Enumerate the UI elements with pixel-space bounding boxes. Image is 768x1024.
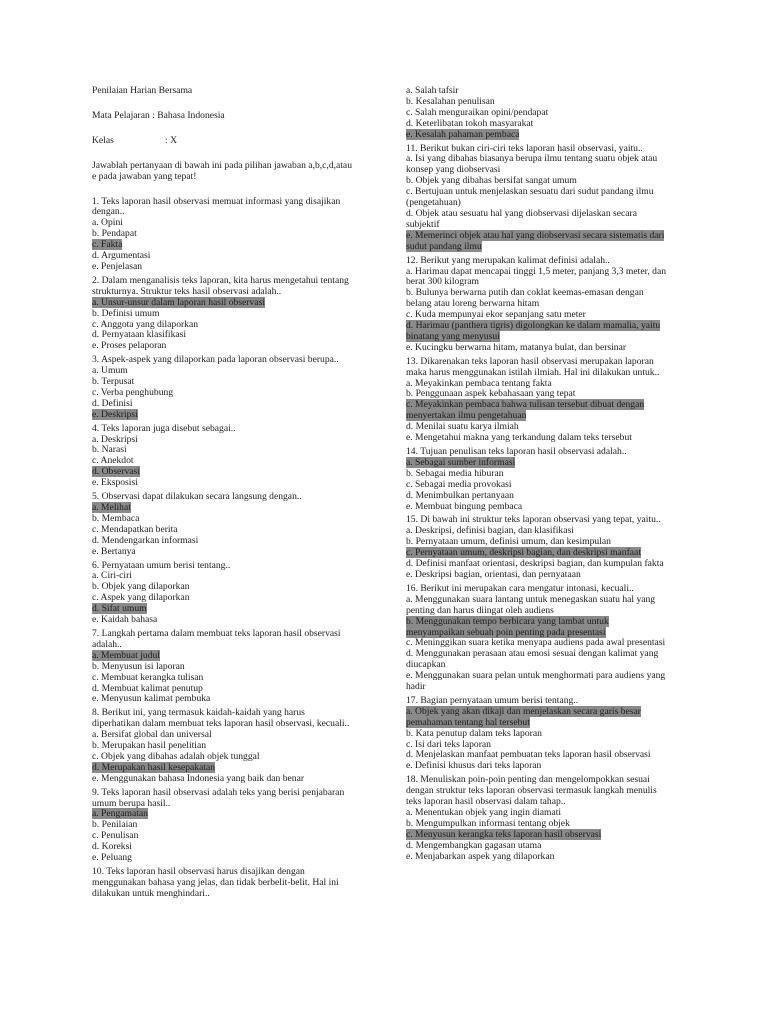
question-item: [92, 561, 354, 626]
answer-option[interactable]: [92, 435, 354, 446]
answer-option[interactable]: [406, 400, 668, 422]
question-stem: 17. Bagian pernyataan umum berisi tentang..: [406, 694, 579, 706]
option-text: c. Aspek yang dilaporkan: [92, 592, 190, 604]
option-text: a. Harimau dapat mencapai tinggi 1,5 meter, panjang 3,3 meter, dan berat 300 kilogram: [406, 265, 667, 288]
option-text: c. Objek yang dibahas adalah objek tunggal: [92, 750, 260, 762]
question-item: [406, 86, 668, 141]
option-text: e. Eksposisi: [92, 477, 138, 489]
option-text: d. Menilai suatu karya ilmiah: [406, 421, 519, 433]
answer-option[interactable]: [406, 130, 668, 141]
answer-option[interactable]: [92, 853, 354, 864]
question-item: [92, 708, 354, 784]
exam-title: Penilaian Harian Bersama: [92, 85, 193, 96]
option-text: a. Ciri-ciri: [92, 570, 132, 582]
answer-option[interactable]: [406, 649, 668, 671]
option-text: d. Mendengarkan informasi: [92, 534, 199, 546]
question-item: [92, 788, 354, 864]
option-text: a. Meyakinkan pembaca tentang fakta: [406, 377, 552, 389]
answer-option[interactable]: [406, 267, 668, 289]
highlighted-answer: a. Membuat judul: [92, 649, 160, 661]
question-stem: 6. Pernyataan umum berisi tentang..: [92, 559, 231, 571]
answer-option[interactable]: [92, 694, 354, 705]
option-text: a. Deskripsi, definisi bagian, dan klasifikasi: [406, 525, 574, 537]
question-item: [406, 447, 668, 512]
question-item: [92, 867, 354, 900]
question-stem: 11. Berikut bukan ciri-ciri teks laporan hasil observasi, yaitu..: [406, 142, 643, 154]
option-text: b. Pendapat: [92, 228, 137, 240]
highlighted-answer: d. Harimau (panthera tigris) digolongkan ke dalam mamalia, yaitu binatang yang menyusui: [406, 320, 661, 342]
option-text: a. Umum: [92, 365, 128, 377]
option-text: c. Salah menguraikan opini/pendapat: [406, 106, 549, 118]
option-text: b. Membaca: [92, 512, 140, 524]
highlighted-answer: a. Objek yang akan dikaji dan menjelaskan secara garis besar pemahaman tentang hal tersebut: [406, 705, 641, 728]
answer-option[interactable]: [406, 231, 668, 253]
option-text: d. Objek atau sesuatu hal yang diobservasi dijelaskan secara subjektif: [406, 207, 637, 230]
answer-option[interactable]: [406, 187, 668, 209]
answer-option[interactable]: [406, 119, 668, 130]
option-text: a. Menggunakan suara lantang untuk menegaskan suatu hal yang penting dan harus diingat oleh audiens: [406, 593, 656, 616]
answer-option[interactable]: [92, 341, 354, 352]
option-text: b. Sebagai media hiburan: [406, 467, 504, 479]
question-stem: 1. Teks laporan hasil observasi memuat informasi yang disajikan dengan..: [92, 195, 341, 218]
subject-line: Mata Pelajaran : Bahasa Indonesia: [92, 109, 225, 121]
answer-option[interactable]: [92, 229, 354, 240]
highlighted-answer: c. Menyusun kerangka teks laporan hasil observasi: [406, 828, 602, 840]
option-text: b. Penggunaan aspek kebahasaan yang tepat: [406, 388, 576, 400]
highlighted-answer: d. Sifat umum: [92, 603, 147, 615]
question-stem: 2. Dalam menganalisis teks laporan, kita harus mengetahui tentang strukturnya. Struktur teks hasil observasi adalah..: [92, 274, 349, 297]
option-text: b. Pernyataan umum, definisi umum, dan kesimpulan: [406, 536, 611, 548]
highlighted-answer: e. Deskripsi: [92, 408, 138, 420]
question-item: [406, 584, 668, 693]
question-item: [406, 144, 668, 253]
option-text: a. Opini: [92, 217, 123, 229]
option-text: c. Sebagai media provokasi: [406, 478, 512, 490]
answer-option[interactable]: [92, 262, 354, 273]
answer-option[interactable]: [92, 774, 354, 785]
highlighted-answer: c. Fakta: [92, 239, 123, 251]
option-text: e. Proses pelaporan: [92, 340, 167, 352]
option-text: b. Menyusun isi laporan: [92, 660, 185, 672]
option-text: d. Membuat kalimat penutup: [92, 682, 203, 694]
option-text: a. Salah tafsir: [406, 85, 459, 96]
option-text: d. Pernyataan klasifikasi: [92, 329, 187, 341]
right-column: [406, 86, 668, 866]
answer-option[interactable]: [92, 410, 354, 421]
answer-option[interactable]: [406, 288, 668, 310]
option-text: a. Isi yang dibahas biasanya berupa ilmu tentang suatu objek atau konsep yang diobservasi: [406, 153, 658, 176]
question-item: [406, 775, 668, 862]
question-item: [92, 276, 354, 352]
answer-option[interactable]: [92, 547, 354, 558]
question-item: [406, 256, 668, 354]
class-line: [92, 136, 354, 147]
option-text: e. Menggunakan bahasa Indonesia yang baik dan benar: [92, 772, 305, 784]
option-text: e. Menjabarkan aspek yang dilaporkan: [406, 850, 555, 862]
question-stem: 9. Teks laporan hasil observasi adalah teks yang berisi penjabaran umum berupa hasil..: [92, 786, 345, 809]
question-item: [92, 492, 354, 557]
answer-option[interactable]: [406, 321, 668, 343]
class-value: : X: [165, 134, 177, 146]
option-text: b. Kesalahan penulisan: [406, 95, 495, 107]
option-text: a. Menentukan objek yang ingin diamati: [406, 807, 562, 818]
highlighted-answer: e. Kesalah pahaman pembaca: [406, 128, 520, 140]
option-text: e. Penjelasan: [92, 260, 143, 272]
option-text: e. Peluang: [92, 852, 132, 864]
answer-option[interactable]: [406, 761, 668, 772]
answer-option[interactable]: [92, 478, 354, 489]
question-item: [92, 355, 354, 420]
answer-option[interactable]: [406, 502, 668, 513]
option-text: b. Terpusat: [92, 376, 135, 388]
question-stem: 8. Berikut ini, yang termasuk kaidah-kaidah yang harus diperhatikan dalam membuat teks laporan hasil observasi, kecuali..: [92, 707, 350, 730]
option-text: d. Menggunakan perasaan atau emosi sesuai dengan kalimat yang diucapkan: [406, 648, 659, 671]
highlighted-answer: e. Memerinci objek atau hal yang diobservasi secara sistematis dari sudut pandang ilmu: [406, 229, 665, 252]
option-text: c. Anggota yang dilaporkan: [92, 318, 199, 330]
option-text: b. Penilaian: [92, 819, 138, 831]
option-text: d. Definisi: [92, 397, 133, 409]
answer-option[interactable]: [92, 615, 354, 626]
highlighted-answer: c. Pernyataan umum, deskripsi bagian, dan deskripsi manfaat: [406, 547, 641, 559]
option-text: e. Menyusun kalimat pembuka: [92, 693, 211, 705]
option-text: d. Definisi manfaat orientasi, deskripsi bagian, dan kumpulan fakta: [406, 558, 664, 570]
question-stem: 4. Teks laporan juga disebut sebagai..: [92, 422, 236, 434]
option-text: b. Objek yang dilaporkan: [92, 581, 190, 593]
option-text: c. Anekdot: [92, 455, 134, 467]
option-text: e. Mengetahui makna yang terkandung dalam teks tersebut: [406, 432, 632, 444]
answer-option[interactable]: [406, 209, 668, 231]
question-stem: 15. Di bawah ini struktur teks laporan observasi yang tepat, yaitu..: [406, 514, 661, 526]
question-list-left: [92, 197, 354, 900]
option-text: e. Menggunakan suara pelan untuk menghormati para audiens yang hadir: [406, 670, 666, 693]
answer-option[interactable]: [406, 852, 668, 863]
option-text: d. Mengembangkan gagasan utama: [406, 839, 542, 851]
option-text: d. Koreksi: [92, 841, 132, 853]
question-stem: 13. Dikarenakan teks laporan hasil observasi merupakan laporan maka harus menggunakan istilah ilmiah. Hal ini dilakukan untuk..: [406, 355, 660, 378]
answer-option[interactable]: [406, 343, 668, 354]
option-text: c. Mendapatkan berita: [92, 523, 178, 535]
option-text: c. Isi dari teks laporan: [406, 738, 491, 750]
question-item: [92, 424, 354, 489]
highlighted-answer: a. Unsur-unsur dalam laporan hasil observasi: [92, 296, 265, 308]
option-text: c. Kuda mempunyai ekor sepanjang satu meter: [406, 309, 586, 321]
option-text: b. Mengumpulkan informasi tentang objek: [406, 817, 570, 829]
highlighted-answer: a. Melihat: [92, 502, 131, 513]
option-text: e. Deskripsi bagian, orientasi, dan pernyataan: [406, 568, 581, 580]
option-text: e. Kucingku berwarna hitam, matanya bulat, dan bersinar: [406, 341, 627, 353]
option-text: b. Merupakan hasil penelitian: [92, 740, 207, 752]
option-text: b. Objek yang dibahas bersifat sangat umum: [406, 175, 577, 187]
instruction: Jawablah pertanyaan di bawah ini pada pilihan jawaban a,b,c,d,atau e pada jawaban yang tepat!: [92, 159, 352, 182]
option-text: a. Bersifat global dan universal: [92, 729, 212, 741]
answer-option[interactable]: [406, 595, 668, 617]
answer-option[interactable]: [406, 154, 668, 176]
answer-option[interactable]: [406, 617, 668, 639]
option-text: e. Membuat bingung pembaca: [406, 500, 523, 512]
option-text: d. Argumentasi: [92, 250, 151, 262]
option-text: c. Penulisan: [92, 830, 139, 842]
question-stem: 10. Teks laporan hasil observasi harus disajikan dengan menggunakan bahasa yang jelas, dan tidak berbelit-belit. Hal ini dilakukan untuk menghindari..: [92, 866, 339, 899]
option-text: c. Bertujuan untuk menjelaskan sesuatu dari sudut pandang ilmu (pengetahuan): [406, 186, 654, 209]
question-stem: 7. Langkah pertama dalam membuat teks laporan hasil observasi adalah..: [92, 627, 341, 650]
option-text: e. Definisi khusus dari teks laporan: [406, 760, 542, 772]
option-text: c. Verba penghubung: [92, 386, 174, 398]
option-text: e. Bertanya: [92, 545, 136, 557]
highlighted-answer: d. Merupakan hasil kesepakatan: [92, 761, 216, 773]
question-stem: 3. Aspek-aspek yang dilaporkan pada laporan observasi berupa..: [92, 354, 339, 366]
highlighted-answer: b. Menggunakan tempo berbicara yang lambat untuk menyampaikan sebuah poin penting pada presentasi: [406, 615, 609, 638]
option-text: e. Kaidah bahasa: [92, 614, 158, 626]
answer-option[interactable]: [406, 570, 668, 581]
question-item: [92, 629, 354, 705]
option-text: a. Deskripsi: [92, 433, 138, 445]
answer-option[interactable]: [406, 707, 668, 729]
question-list-right: [406, 86, 668, 863]
question-item: [92, 197, 354, 273]
option-text: c. Membuat kerangka tulisan: [92, 671, 204, 683]
option-text: b. Narasi: [92, 444, 127, 456]
highlighted-answer: a. Pengamatan: [92, 808, 148, 820]
highlighted-answer: c. Meyakinkan pembaca bahwa tulisan tersebut dibuat dengan menyertakan ilmu pengetahuan: [406, 399, 645, 422]
question-item: [406, 357, 668, 444]
option-text: b. Definisi umum: [92, 307, 160, 319]
option-text: b. Kata penutup dalam teks laporan: [406, 727, 542, 739]
option-text: b. Bulunya berwarna putih dan coklat keemas-emasan dengan belang atau loreng berwarna hitam: [406, 287, 644, 310]
option-text: d. Menimbulkan pertanyaan: [406, 489, 514, 501]
class-label: Kelas: [92, 134, 114, 146]
option-text: d. Menjelaskan manfaat pembuatan teks laporan hasil observasi: [406, 749, 651, 761]
question-item: [406, 696, 668, 772]
question-stem: 12. Berikut yang merupakan kalimat definisi adalah..: [406, 254, 610, 266]
question-stem: 14. Tujuan penulisan teks laporan hasil observasi adalah..: [406, 446, 627, 457]
left-column: [92, 86, 354, 903]
question-item: [406, 515, 668, 580]
answer-option[interactable]: [406, 433, 668, 444]
question-stem: 5. Observasi dapat dilakukan secara langsung dengan..: [92, 491, 302, 503]
option-text: c. Meninggikan suara ketika menyapa audiens pada awal presentasi: [406, 637, 666, 649]
question-stem: 16. Berikut ini merupakan cara mengatur intonasi, kecuali..: [406, 582, 634, 594]
question-stem: 18. Menuliskan poin-poin penting dan mengelompokkan sesuai dengan struktur teks laporan observasi termasuk langkah menulis teks laporan hasil observasi dalam tahap..: [406, 774, 657, 808]
highlighted-answer: a. Sebagai sumber informasi: [406, 456, 516, 468]
answer-option[interactable]: [406, 671, 668, 693]
option-text: d. Keterlibatan tokoh masyarakat: [406, 117, 534, 129]
highlighted-answer: d. Observasi: [92, 466, 140, 478]
